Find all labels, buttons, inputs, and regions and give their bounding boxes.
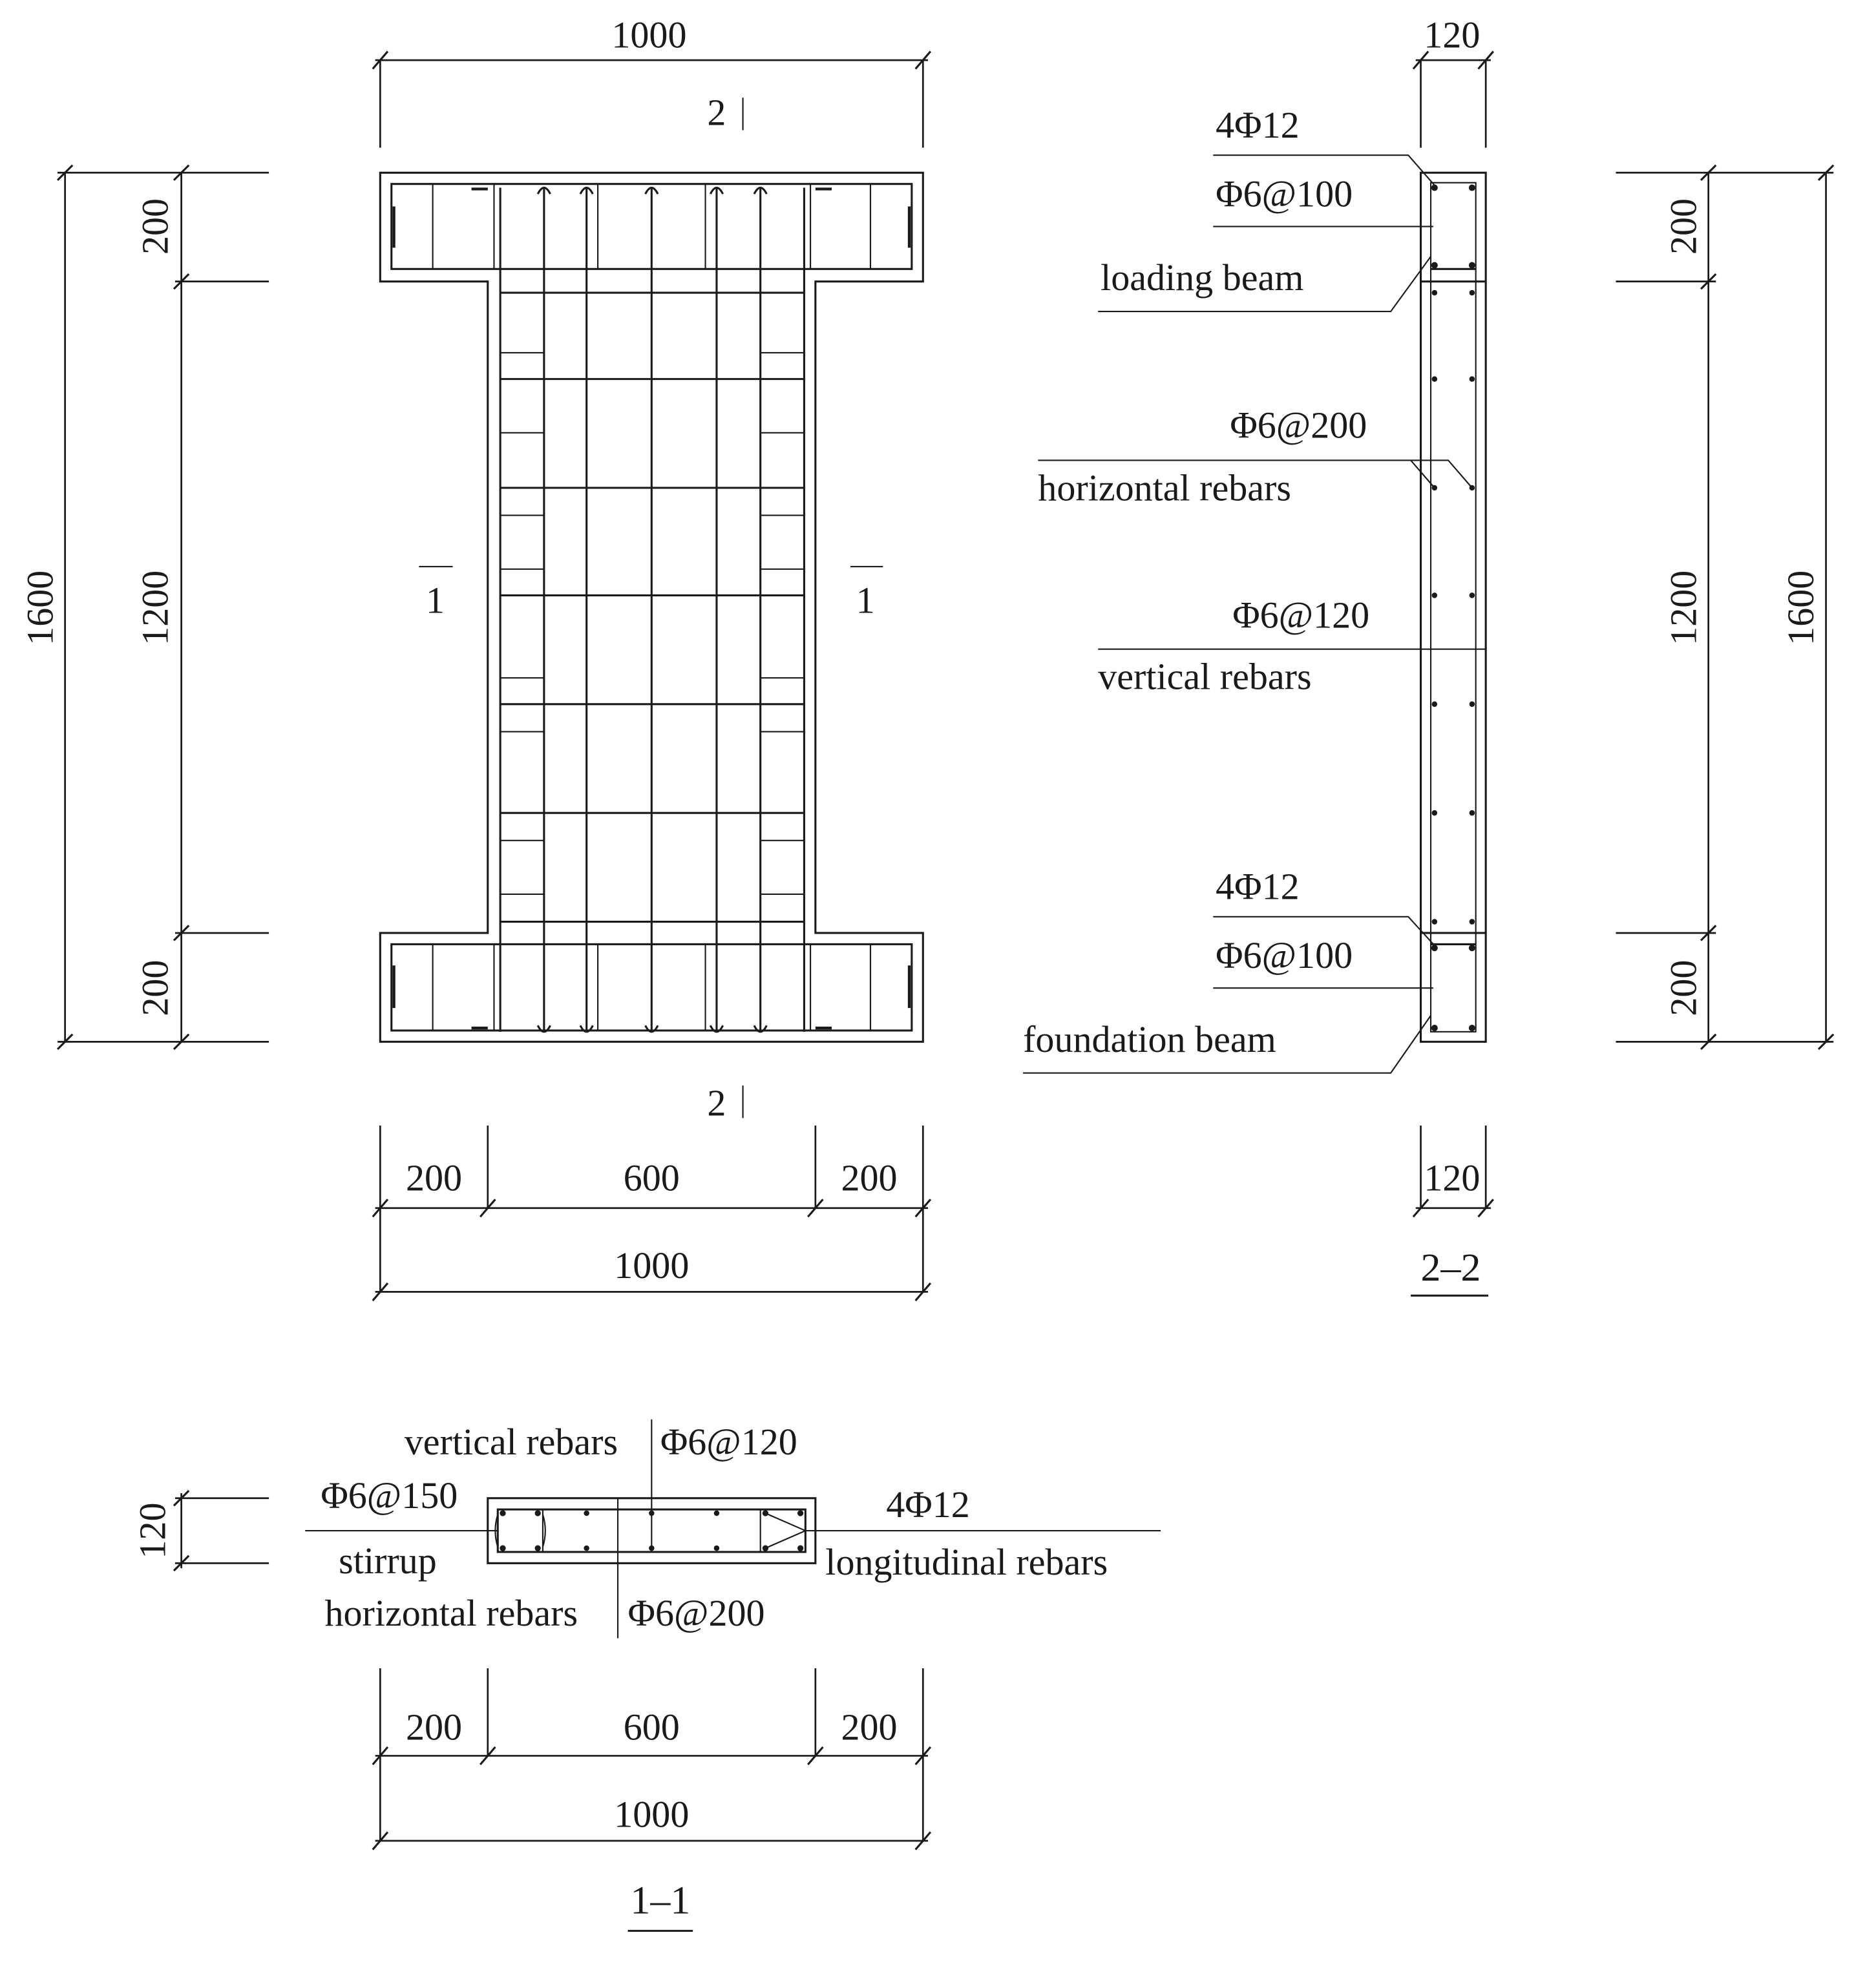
section-2-2-title <box>1411 1246 1488 1295</box>
dim-label-120-bottom: 120 <box>1424 1157 1481 1199</box>
label-foundation-beam-longitudinal: 4Φ12 <box>1216 865 1300 908</box>
section-1-1-title <box>628 1878 693 1931</box>
label-vertical-spec-2-2: Φ6@120 <box>1232 594 1370 636</box>
dim-label-1600-right: 1600 <box>1780 570 1822 645</box>
section-mark-1-left <box>419 567 452 622</box>
label-stirrup-spec: Φ6@150 <box>321 1474 458 1517</box>
section-2-2-rebar-dots <box>1431 184 1475 1031</box>
elevation-left-dimensions <box>19 165 269 1049</box>
svg-text:2: 2 <box>707 1082 726 1124</box>
label-loading-beam-longitudinal: 4Φ12 <box>1216 104 1300 147</box>
dim-label-120-top: 120 <box>1424 14 1481 56</box>
annotation-loading-beam <box>1098 104 1435 311</box>
label-horizontal-rebars-2-2: horizontal rebars <box>1038 466 1291 509</box>
section-mark-2-bottom <box>707 1082 743 1124</box>
annotation-longitudinal-rebars-1-1 <box>805 1483 1161 1583</box>
label-longitudinal-spec: 4Φ12 <box>886 1483 970 1525</box>
section-1-1-bottom-dimensions <box>373 1668 931 1850</box>
wall-rebar-grid <box>500 188 804 1032</box>
section-2-2-top-dimension <box>1413 14 1493 148</box>
annotation-vertical-rebars-2-2 <box>1098 594 1486 698</box>
elevation-view <box>19 14 931 1301</box>
dim-label-120-section-1-1: 120 <box>131 1502 174 1559</box>
dim-label-1000-top: 1000 <box>611 14 687 56</box>
label-loading-beam-stirrup: Φ6@100 <box>1216 173 1353 215</box>
section-2-2-view <box>1023 14 1833 1295</box>
dim-label-1200-left: 1200 <box>134 570 176 645</box>
label-foundation-beam-stirrup: Φ6@100 <box>1216 934 1353 977</box>
annotation-foundation-beam <box>1023 866 1435 1073</box>
annotation-stirrup-1-1 <box>305 1474 498 1582</box>
label-vertical-spec-1-1: Φ6@120 <box>660 1421 797 1463</box>
dim-label-200-right-top: 200 <box>1662 198 1705 255</box>
svg-text:1: 1 <box>856 579 875 622</box>
svg-text:2: 2 <box>707 91 726 134</box>
section-2-2-right-dimensions <box>1616 165 1833 1049</box>
svg-text:1: 1 <box>425 579 445 622</box>
dim-label-200-left-bottom: 200 <box>134 959 176 1016</box>
dim-label-200-1-1-right: 200 <box>841 1706 898 1748</box>
elevation-top-dimension <box>373 14 931 148</box>
label-horizontal-spec-2-2: Φ6@200 <box>1230 404 1367 446</box>
dim-label-200-bottom-right: 200 <box>841 1157 898 1199</box>
dim-label-1000-bottom: 1000 <box>614 1244 690 1287</box>
dim-label-1000-1-1: 1000 <box>614 1793 690 1836</box>
annotation-vertical-rebars-1-1 <box>405 1421 797 1463</box>
label-horizontal-rebars-1-1: horizontal rebars <box>324 1592 578 1635</box>
section-2-2-bottom-dimension <box>1413 1126 1493 1217</box>
label-vertical-rebars-2-2: vertical rebars <box>1098 655 1312 698</box>
svg-text:2–2: 2–2 <box>1420 1245 1481 1290</box>
elevation-bottom-dimensions <box>373 1126 931 1301</box>
dim-label-600-bottom: 600 <box>623 1157 680 1199</box>
svg-text:1–1: 1–1 <box>630 1878 691 1923</box>
label-horizontal-spec-1-1: Φ6@200 <box>627 1592 765 1635</box>
dim-label-200-left-top: 200 <box>134 198 176 255</box>
dim-label-1600-left: 1600 <box>19 570 61 645</box>
label-longitudinal-rebars: longitudinal rebars <box>825 1540 1108 1583</box>
label-foundation-beam: foundation beam <box>1023 1018 1276 1060</box>
dim-label-200-right-bottom: 200 <box>1662 959 1705 1016</box>
section-1-1-height-dimension <box>131 1491 269 1571</box>
dim-label-200-1-1-left: 200 <box>406 1706 463 1748</box>
label-loading-beam: loading beam <box>1101 257 1304 299</box>
label-stirrup: stirrup <box>339 1539 437 1582</box>
dim-label-1200-right: 1200 <box>1662 570 1705 645</box>
section-mark-2-top <box>707 92 743 134</box>
dim-label-200-bottom-left: 200 <box>406 1157 463 1199</box>
label-vertical-rebars-1-1: vertical rebars <box>404 1421 618 1463</box>
annotation-horizontal-rebars-1-1 <box>324 1592 764 1634</box>
annotation-horizontal-rebars-2-2 <box>1038 404 1472 509</box>
section-1-1-view <box>131 1420 1161 1931</box>
dim-label-600-1-1: 600 <box>623 1706 680 1748</box>
section-mark-1-right <box>850 567 883 622</box>
